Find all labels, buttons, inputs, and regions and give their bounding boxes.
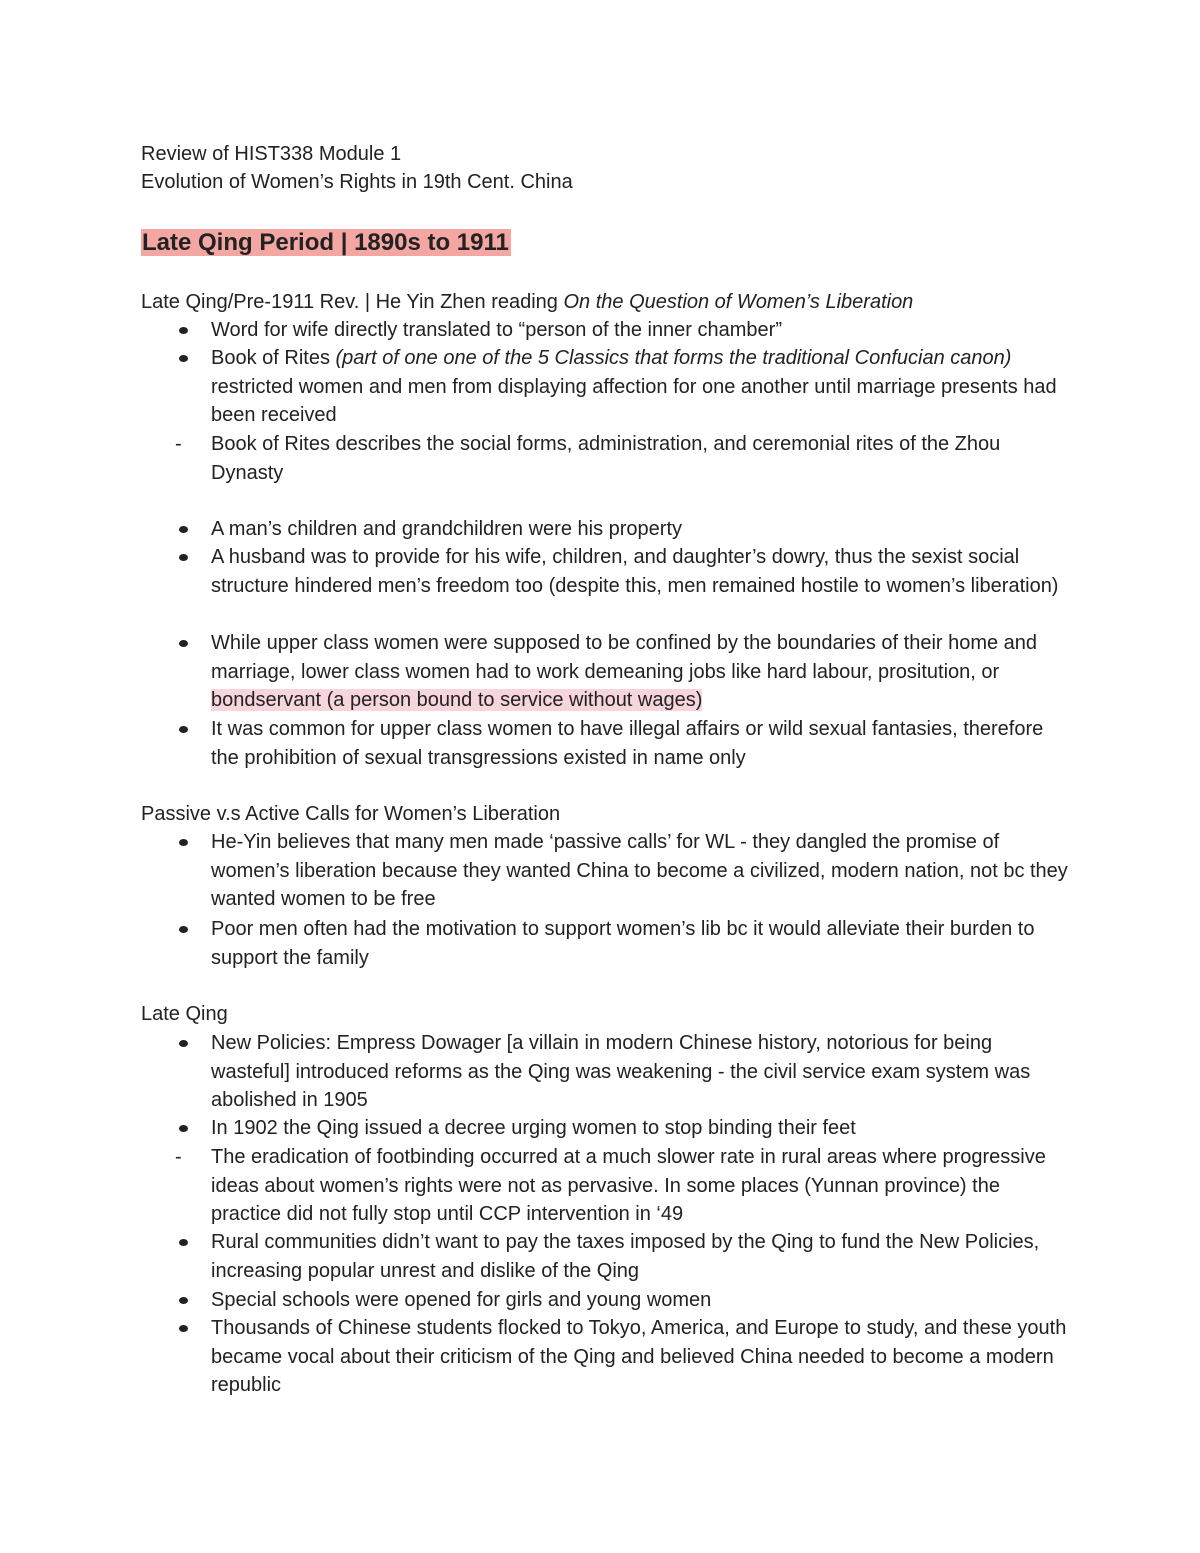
list-item-text: Book of Rites describes the social forms, administration, and ceremonial rites of the Zhou Dynasty [211, 433, 1001, 484]
document-subtitle: Evolution of Women’s Rights in 19th Cent. China [141, 171, 573, 193]
bullet-icon [141, 915, 211, 943]
bullet-icon [141, 543, 211, 571]
highlighted-text: bondservant (a person bound to service without wages) [211, 689, 703, 712]
list-item-text: Special schools were opened for girls and young women [211, 1289, 712, 1311]
list-item-text: A man’s children and grandchildren were his property [211, 518, 683, 540]
list-item-text: Poor men often had the motivation to support women’s lib bc it would alleviate their burden to support the family [211, 918, 1035, 969]
list-item [141, 543, 1071, 600]
list-item-text: Thousands of Chinese students flocked to Tokyo, America, and Europe to study, and these youth became vocal about their criticism of the Qing and believed China needed to become a modern republic [211, 1317, 1067, 1397]
list-item-text: New Policies: Empress Dowager [a villain in modern Chinese history, notorious for being wasteful] introduced reforms as the Qing was weakening - the civil service exam system was abolished in 1905 [211, 1032, 1031, 1112]
bullet-icon [141, 1114, 211, 1142]
list-item-text: He-Yin believes that many men made ‘passive calls’ for WL - they dangled the promise of women’s liberation because they wanted China to become a civilized, modern nation, not bc they wanted women to be free [211, 831, 1068, 911]
list-item [141, 344, 1071, 430]
text-run: Book of Rites [211, 347, 336, 369]
list-item [141, 1228, 1071, 1285]
list-item-text: In 1902 the Qing issued a decree urging women to stop binding their feet [211, 1117, 856, 1139]
list-item-text [211, 629, 1071, 715]
list-item [141, 430, 1071, 487]
text-run: While upper class women were supposed to be confined by the boundaries of their home and marriage, lower class women had to work demeaning jobs like hard labour, prositution, or [211, 632, 1038, 683]
bullet-icon [141, 344, 211, 372]
list-item [141, 1143, 1071, 1229]
bullet-icon [141, 828, 211, 856]
section-title-he-yin-zhen [141, 288, 913, 316]
list-item-text [211, 344, 1071, 430]
dash-icon: - [175, 433, 182, 455]
section-heading [141, 227, 513, 258]
list-item [141, 828, 1071, 914]
document-title: Review of HIST338 Module 1 [141, 143, 402, 165]
dash-icon: - [175, 1146, 182, 1168]
heading-text: Late Qing Period | 1890s to 1911 [142, 229, 509, 256]
list-item [141, 1314, 1071, 1400]
text-run: restricted women and men from displaying affection for one another until marriage presents had been received [211, 375, 1057, 427]
bullet-icon [141, 316, 211, 344]
list-item [141, 316, 1071, 345]
bullet-icon [141, 515, 211, 543]
list-item-text: Rural communities didn’t want to pay the taxes imposed by the Qing to fund the New Policies, increasing popular unrest and dislike of the Qing [211, 1231, 1040, 1282]
list-item [141, 1286, 1071, 1315]
section-title-passive-active: Passive v.s Active Calls for Women’s Liberation [141, 803, 561, 825]
list-item [141, 715, 1071, 772]
list-item-text: The eradication of footbinding occurred at a much slower rate in rural areas where progressive ideas about women’s rights were not as pervasive. In some places (Yunnan province) the practice did not fully stop until CCP intervention in ‘49 [211, 1146, 1046, 1226]
section-title-late-qing: Late Qing [141, 1003, 228, 1025]
list-item [141, 515, 1071, 544]
list-item-text: It was common for upper class women to have illegal affairs or wild sexual fantasies, therefore the prohibition of sexual transgressions existed in name only [211, 718, 1044, 769]
bullet-icon [141, 1029, 211, 1057]
list-item [141, 629, 1071, 715]
section-title-text: Late Qing/Pre-1911 Rev. | He Yin Zhen reading [141, 291, 564, 313]
list-item [141, 1114, 1071, 1143]
reading-title: On the Question of Women’s Liberation [563, 291, 914, 313]
list-item-text: A husband was to provide for his wife, children, and daughter’s dowry, thus the sexist social structure hindered men’s freedom too (despite this, men remained hostile to women’s liberation) [211, 546, 1059, 597]
list-item [141, 1029, 1071, 1115]
list-item [141, 915, 1071, 972]
list-item-text: Word for wife directly translated to “person of the inner chamber” [211, 319, 782, 341]
bullet-icon [141, 1286, 211, 1314]
bullet-icon [141, 715, 211, 743]
bullet-icon [141, 1228, 211, 1256]
bullet-icon [141, 1314, 211, 1342]
italic-note: (part of one one of the 5 Classics that forms the traditional Confucian canon) [335, 347, 1012, 369]
bullet-icon [141, 629, 211, 657]
